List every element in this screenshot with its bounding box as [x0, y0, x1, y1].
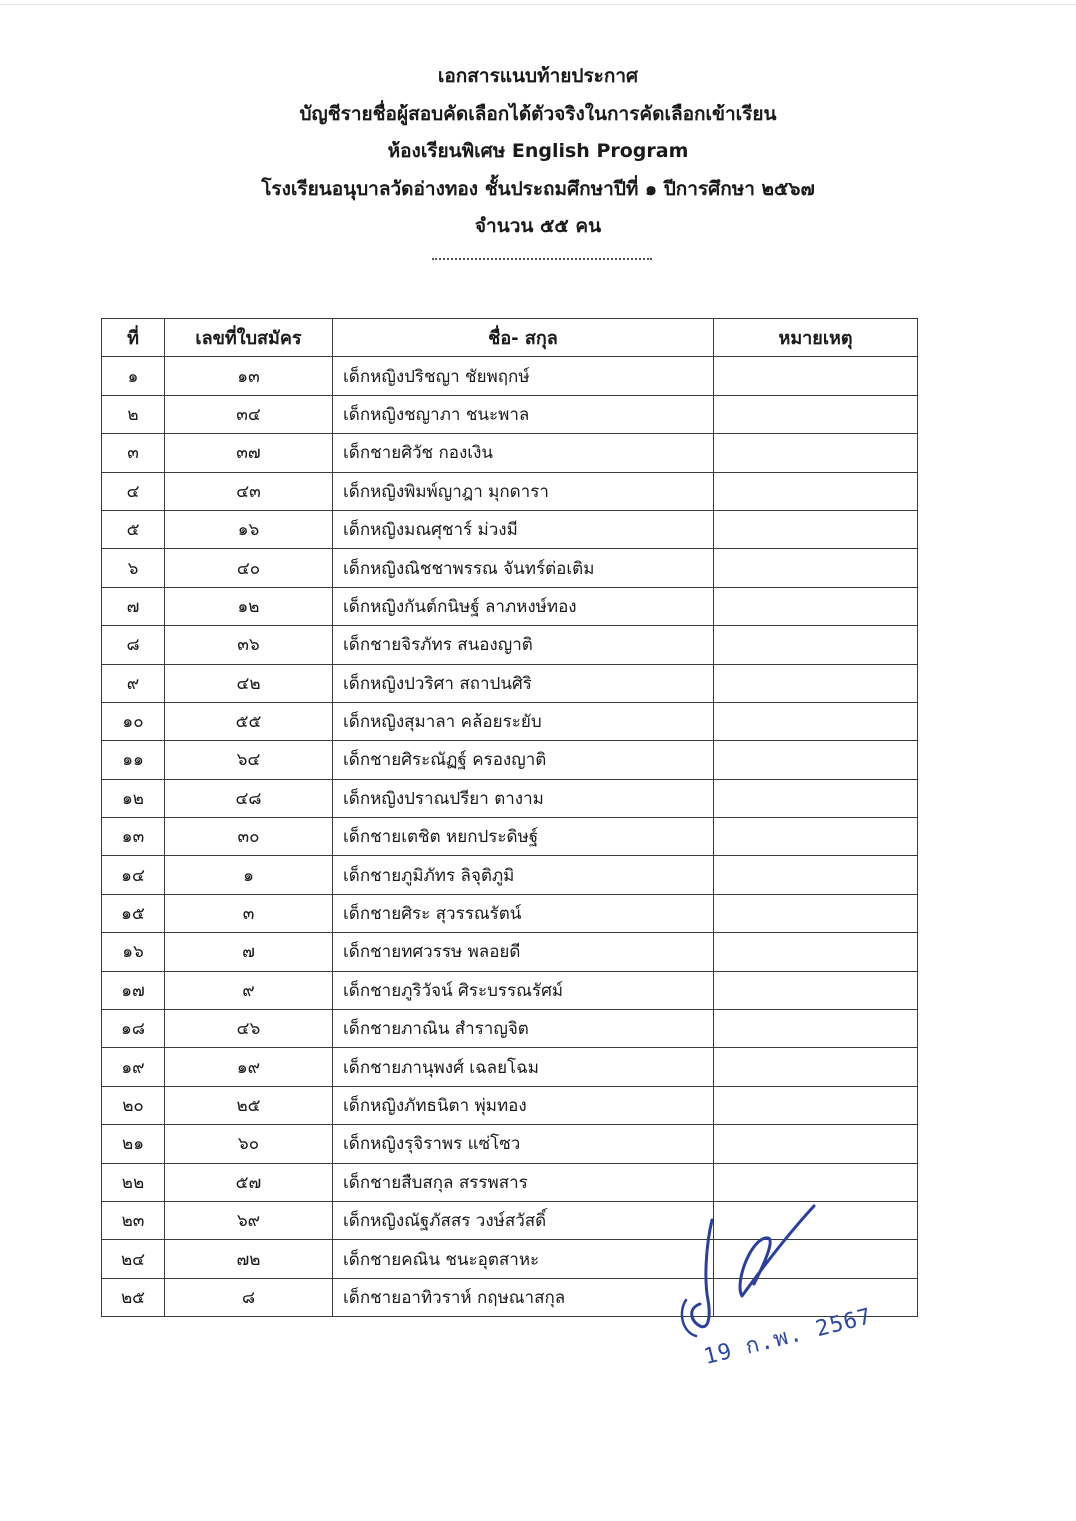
header-full-name: ชื่อ- สกุล [333, 319, 714, 357]
application-number: ๑๙ [165, 1048, 333, 1086]
table-row [102, 856, 918, 894]
application-number: ๔๐ [165, 549, 333, 587]
student-name: เด็กชายภูมิภัทร ลิจุติภูมิ [333, 856, 714, 894]
row-number: ๑๖ [102, 933, 165, 971]
document-header [0, 58, 1076, 246]
row-number: ๑ [102, 357, 165, 395]
table-row [102, 587, 918, 625]
row-number: ๒๔ [102, 1240, 165, 1278]
header-school: โรงเรียนอนุบาลวัดอ่างทอง ชั้นประถมศึกษาปีที่ ๑ ปีการศึกษา ๒๕๖๗ [261, 177, 815, 200]
student-name: เด็กหญิงภัทธนิตา พุ่มทอง [333, 1086, 714, 1124]
student-name: เด็กหญิงสุมาลา คล้อยระยับ [333, 702, 714, 740]
row-number: ๘ [102, 626, 165, 664]
table-row [102, 933, 918, 971]
remark-cell [714, 395, 918, 433]
student-name: เด็กชายสืบสกุล สรรพสาร [333, 1163, 714, 1201]
application-number: ๔๘ [165, 779, 333, 817]
student-name: เด็กชายภูริวัจน์ ศิระบรรณรัศม์ [333, 971, 714, 1009]
application-number: ๒๕ [165, 1086, 333, 1124]
application-number: ๔๓ [165, 472, 333, 510]
row-number: ๑๗ [102, 971, 165, 1009]
row-number: ๓ [102, 434, 165, 472]
application-number: ๔๒ [165, 664, 333, 702]
row-number: ๒ [102, 395, 165, 433]
application-number: ๓๔ [165, 395, 333, 433]
student-name: เด็กหญิงพิมพ์ญาฎา มุกดารา [333, 472, 714, 510]
remark-cell [714, 664, 918, 702]
row-number: ๒๑ [102, 1125, 165, 1163]
row-number: ๙ [102, 664, 165, 702]
student-name: เด็กหญิงณิชชาพรรณ จันทร์ต่อเติม [333, 549, 714, 587]
remark-cell [714, 894, 918, 932]
remark-cell [714, 702, 918, 740]
header-count: จำนวน ๕๕ คน [474, 215, 602, 237]
table-row [102, 357, 918, 395]
remark-cell [714, 472, 918, 510]
header-program: ห้องเรียนพิเศษ English Program [387, 140, 689, 162]
student-name: เด็กหญิงชญาภา ชนะพาล [333, 395, 714, 433]
table-row [102, 894, 918, 932]
table-header-row [102, 319, 918, 357]
row-number: ๔ [102, 472, 165, 510]
student-name: เด็กชายภานุพงศ์ เฉลยโฉม [333, 1048, 714, 1086]
row-number: ๖ [102, 549, 165, 587]
row-number: ๑๘ [102, 1010, 165, 1048]
application-number: ๖๙ [165, 1201, 333, 1239]
remark-cell [714, 626, 918, 664]
table-row [102, 472, 918, 510]
student-name: เด็กชายศิระ สุวรรณรัตน์ [333, 894, 714, 932]
row-number: ๒๓ [102, 1201, 165, 1239]
student-name: เด็กชายจิรภัทร สนองญาติ [333, 626, 714, 664]
remark-cell [714, 1086, 918, 1124]
received-date-stamp: 19 ก.พ. 2567 [701, 1304, 875, 1371]
header-remarks: หมายเหตุ [714, 319, 918, 357]
remark-cell [714, 779, 918, 817]
student-name: เด็กชายศิระณัฏฐ์ ครองญาติ [333, 741, 714, 779]
row-number: ๕ [102, 510, 165, 548]
application-number: ๕๗ [165, 1163, 333, 1201]
table-row [102, 1086, 918, 1124]
row-number: ๑๐ [102, 702, 165, 740]
student-name: เด็กชายเตชิต หยกประดิษฐ์ [333, 818, 714, 856]
application-number: ๔๖ [165, 1010, 333, 1048]
application-number: ๙ [165, 971, 333, 1009]
header-title: เอกสารแนบท้ายประกาศ [437, 65, 639, 87]
student-name: เด็กหญิงณัฐภัสสร วงษ์สวัสดิ์ [333, 1201, 714, 1239]
row-number: ๑๓ [102, 818, 165, 856]
table-row [102, 702, 918, 740]
student-name: เด็กหญิงกันต์กนิษฐ์ ลาภหงษ์ทอง [333, 587, 714, 625]
student-name: เด็กชายคณิน ชนะอุตสาหะ [333, 1240, 714, 1278]
table-row [102, 664, 918, 702]
application-number: ๓ [165, 894, 333, 932]
student-name: เด็กชายอาทิวราห์ กฤษณาสกุล [333, 1278, 714, 1316]
application-number: ๓๗ [165, 434, 333, 472]
student-name: เด็กชายทศวรรษ พลอยดี [333, 933, 714, 971]
application-number: ๗๒ [165, 1240, 333, 1278]
header-application-no: เลขที่ใบสมัคร [165, 319, 333, 357]
table-row [102, 434, 918, 472]
application-number: ๖๔ [165, 741, 333, 779]
application-number: ๕๕ [165, 702, 333, 740]
student-name: เด็กชายศิวัช กองเงิน [333, 434, 714, 472]
student-name: เด็กหญิงปริชญา ชัยพฤกษ์ [333, 357, 714, 395]
remark-cell [714, 856, 918, 894]
remark-cell [714, 741, 918, 779]
row-number: ๑๒ [102, 779, 165, 817]
application-number: ๓๐ [165, 818, 333, 856]
remark-cell [714, 1048, 918, 1086]
row-number: ๒๐ [102, 1086, 165, 1124]
row-number: ๒๕ [102, 1278, 165, 1316]
remark-cell [714, 818, 918, 856]
table-row [102, 779, 918, 817]
remark-cell [714, 434, 918, 472]
student-name: เด็กหญิงปวริศา สถาปนศิริ [333, 664, 714, 702]
application-number: ๑๓ [165, 357, 333, 395]
table-row [102, 626, 918, 664]
remark-cell [714, 510, 918, 548]
student-name: เด็กหญิงปราณปรียา ตางาม [333, 779, 714, 817]
table-row [102, 549, 918, 587]
table-row [102, 1125, 918, 1163]
table-row [102, 510, 918, 548]
remark-cell [714, 357, 918, 395]
application-number: ๑๖ [165, 510, 333, 548]
table-row [102, 1163, 918, 1201]
student-name: เด็กหญิงรุจิราพร แซ่โซว [333, 1125, 714, 1163]
remark-cell [714, 549, 918, 587]
table-row [102, 1048, 918, 1086]
header-list-title: บัญชีรายชื่อผู้สอบคัดเลือกได้ตัวจริงในการคัดเลือกเข้าเรียน [299, 102, 777, 125]
table-row [102, 971, 918, 1009]
application-number: ๑ [165, 856, 333, 894]
row-number: ๗ [102, 587, 165, 625]
application-number: ๗ [165, 933, 333, 971]
remark-cell [714, 1010, 918, 1048]
remark-cell [714, 1163, 918, 1201]
student-list-table [101, 318, 918, 1317]
table-row [102, 395, 918, 433]
header-no: ที่ [102, 319, 165, 357]
student-name: เด็กชายภาณิน สำราญจิต [333, 1010, 714, 1048]
table-row [102, 741, 918, 779]
student-name: เด็กหญิงมณศุชาร์ ม่วงมี [333, 510, 714, 548]
application-number: ๑๒ [165, 587, 333, 625]
application-number: ๖๐ [165, 1125, 333, 1163]
remark-cell [714, 971, 918, 1009]
remark-cell [714, 933, 918, 971]
application-number: ๘ [165, 1278, 333, 1316]
row-number: ๑๑ [102, 741, 165, 779]
table-row [102, 818, 918, 856]
row-number: ๑๙ [102, 1048, 165, 1086]
remark-cell [714, 1125, 918, 1163]
application-number: ๓๖ [165, 626, 333, 664]
table-row [102, 1010, 918, 1048]
row-number: ๒๒ [102, 1163, 165, 1201]
row-number: ๑๕ [102, 894, 165, 932]
remark-cell [714, 587, 918, 625]
page-top-edge [0, 4, 1076, 5]
row-number: ๑๔ [102, 856, 165, 894]
table-body [102, 357, 918, 1317]
dotted-separator [432, 258, 652, 260]
